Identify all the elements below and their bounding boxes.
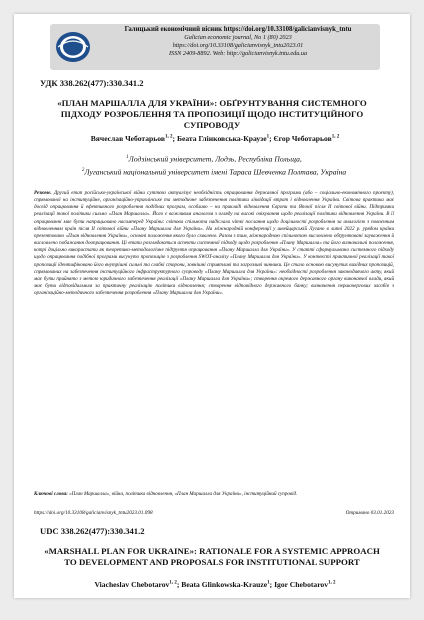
authors-en: Viacheslav Chebotarov$^{1, 2}$; Beata Glinkowska-Krauze$^1$; Igor Chebotarov$^{1, 2}$ [94,580,336,589]
affiliation-line [74,165,354,178]
author-name: Viacheslav Chebotarov [94,580,170,589]
document-page [14,14,410,598]
keywords-label: Ключові слова: [34,491,68,497]
affiliation-text: Лодзінський університет, Лодзь, Республіка Польща, [128,154,302,164]
journal-issn: ISSN 2409-8892. Web: http://galicianvisnyk.tntu.edu.ua [168,50,308,57]
article-doi-link[interactable]: https://doi.org/10.33108/galicianvisnyk_tntu2023.01.098 [34,510,153,516]
author-affiliation-mark: 1, 2 [165,134,173,140]
author-name: Беата Глінковська-Краузе [176,134,267,143]
journal-title: Галицький економічний вісник https://doi.org/10.33108/galicianvisnyk_tntu [124,26,352,33]
keywords-uk [34,491,394,498]
author-affiliation-mark: 1, 2 [169,580,177,586]
journal-subtitle: Galician economic journal, No 1 (80) 2023 [184,34,292,41]
author-name: Вячеслав Чеботарьов [90,134,165,143]
affiliation-line [74,152,354,165]
received-date: Отримано 03.01.2023 [345,510,394,516]
affiliation-mark: 2 [81,167,85,173]
author-name: Igor Chebotarov [274,580,329,589]
abstract-label: Резюме. [34,190,52,196]
author-affiliation-mark: 1, 2 [328,580,336,586]
keywords-text: «План Маршалла», війна, політика відновлення, «План Маршалла для України», інституційний супровід. [69,491,298,497]
affiliations-uk [74,152,354,177]
udc-code: УДК 338.262(477):330.341.2 [40,78,144,88]
article-title-en: «MARSHALL PLAN FOR UKRAINE»: RATIONALE FOR A SYSTEMIC APPROACH TO DEVELOPMENT AND PROPOSALS FOR INSTITUTIONAL SUPPORT [44,546,380,567]
university-logo-icon [54,29,92,65]
udc-code-en: UDC 338.262(477):330.341.2 [40,526,145,536]
affiliation-text: Луганський національний університет імені Тараса Шевченка Полтава, Україна [84,167,347,177]
journal-info [98,26,378,58]
abstract-uk [34,190,394,297]
abstract-text: Другий етап російсько-української війни суттєво актуалізує необхідність опрацювання державної програми (або – соціально-економічного проєкту), спрямованої на інституційне, організаційно-управлінське та методичне забезпечення політики ліквідації втрат і відновлення України. Світова практика має досвід опрацювання й ефективного розроблення подібних програм, особливо – на прикладі відновлення Європи та Японії після II світової війни. Підтримки реалізації такої політики сильно «План Маршалла». Його є важливим аналогом з огляду на високі очікування щодо реалізації політики відновлення України. В її опрацюванні має бути напрацьовано насамперед України: світова спільнота надіслала чіткі послання щодо доцільності розроблення за аналогією з повоєнним відновленням країн після II світової війни «Плану Маршалла для України». На міжнародній конференції у швейцарській Лугано в липні 2022 р. урядом країни презентовано «План відновлення України», основні положення якого було схвалено. Разом з тим, міжнародною спільнотою висловлено обґрунтовані зауваження й висловлено побажання доопрацювання. Ці етапи розглядаються аспекти системної підходу щодо розроблення «Плану Маршалла» та його визначальні положення, котрі доцільно використати як теоретико-методологічне підґрунтя опрацювання «Плану Маршалла для України». У статті сформульовано системного підходу щодо опрацювання подібної програми висунуто пропозицію з розроблення SWOT-аналізу «Плану Маршалла для України». У контексті практичної реалізації такої пропозиції ідентифіковано його внутрішні сильні та слабкі сторони, зовнішні сприятливі та загрозливі чинники. Це стало основою висунутих вихідних пропозицій, спрямованих на забезпечення інституційного інфраструктурного супроводу «Плану Маршалла для України»: необхідності розроблення законодавчого акту, який має бути прийнято з метою юридичного забезпечення реалізації «Плану Маршалла для України»; створення окремого державного органу виконавчої влади, який має бути відповідальним за практичну реалізацію політики відновлення; створення відповідного державного банку; визначення першочергових засобів з організаційно-методичного забезпечення розроблення «Плану Маршалла для України». [34,190,394,297]
journal-header [50,24,380,70]
authors-uk: Вячеслав Чеботарьов$^{1, 2}$; Беата Глінковська-Краузе$^1$; Єгор Чеботарьов$^{1, 2}$ [90,134,340,143]
article-doi-row [34,510,394,516]
author-affiliation-mark: 1 [267,580,270,586]
author-name: Beata Glinkowska-Krauze [181,580,268,589]
author-affiliation-mark: 1 [266,134,270,140]
author-affiliation-mark: 1, 2 [331,134,340,140]
author-name: Єгор Чеботарьов [273,134,332,143]
affiliation-mark: 1 [126,155,129,160]
journal-doi[interactable]: https://doi.org/10.33108/galicianvisnyk_tntu2023.01 [172,42,304,49]
article-title-uk: «ПЛАН МАРШАЛЛА ДЛЯ УКРАЇНИ»: ОБҐРУНТУВАННЯ СИСТЕМНОГО ПІДХОДУ РОЗРОБЛЕННЯ ТА ПРОПОЗИЦІЇ ЩОДО ІНСТИТУЦІЙНОГО СУПРОВОДУ [57,98,367,130]
